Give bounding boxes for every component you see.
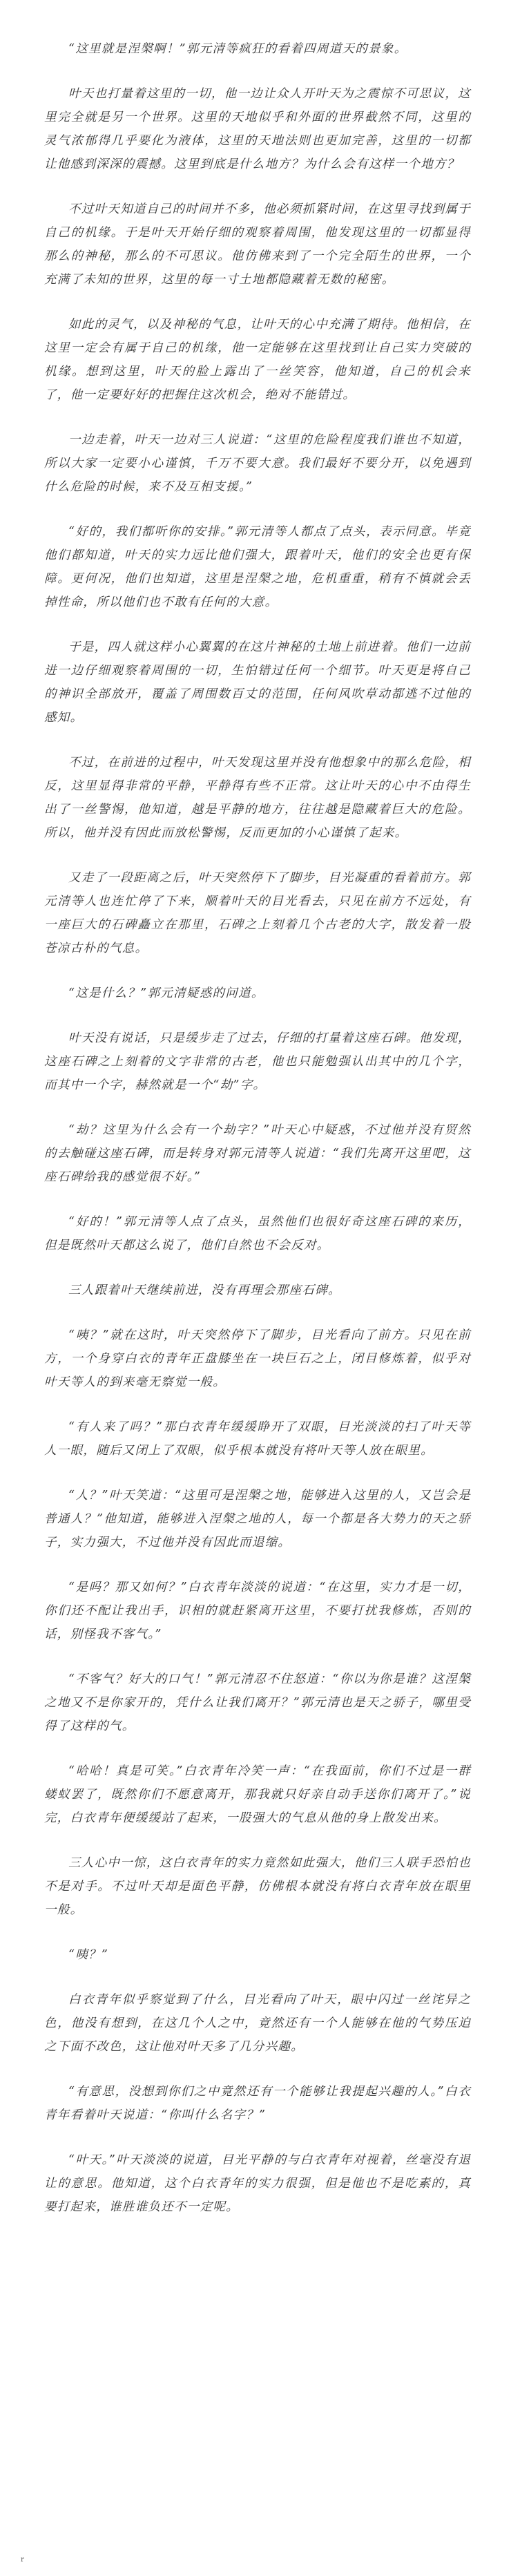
paragraph: 一边走着，叶天一边对三人说道：“这里的危险程度我们谁也不知道，所以大家一定要小心谨慎，千万不要大意。我们最好不要分开，以免遇到什么危险的时候，来不及互相支援。” [44, 433, 471, 494]
paragraph: 叶天也打量着这里的一切，他一边让众人开叶天为之震惊不可思议，这里完全就是另一个世界。这里的天地似乎和外面的世界截然不同，这里的灵气浓郁得几乎要化为液体，这里的天地法则也更加完善，这里的一切都让他感到深深的震撼。这里到底是什么地方？为什么会有这样一个地方？ [44, 87, 471, 171]
paragraph: “这里就是涅槃啊！”郭元清等疯狂的看着四周道天的景象。 [68, 42, 407, 56]
paragraph: 叶天没有说话，只是缓步走了过去，仔细的打量着这座石碑。他发现，这座石碑之上刻着的文字非常的古老，他也只能勉强认出其中的几个字，而其中一个字，赫然就是一个“劫”字。 [44, 1031, 471, 1092]
paragraph: “有意思，没想到你们之中竟然还有一个能够让我提起兴趣的人。”白衣青年看着叶天说道：“你叫什么名字？” [44, 2085, 471, 2122]
paragraph: 三人心中一惊，这白衣青年的实力竟然如此强大，他们三人联手恐怕也不是对手。不过叶天却是面色平静，仿佛根本就没有将白衣青年放在眼里一般。 [44, 1856, 471, 1917]
paragraph: 如此的灵气，以及神秘的气息，让叶天的心中充满了期待。他相信，在这里一定会有属于自己的机缘，他一定能够在这里找到让自己实力突破的机缘。想到这里，叶天的脸上露出了一丝笑容，他知道，自己的机会来了，他一定要好好的把握住这次机会，绝对不能错过。 [44, 318, 471, 402]
paragraph: “不客气？好大的口气！”郭元清忍不住怒道：“你以为你是谁？这涅槃之地又不是你家开的，凭什么让我们离开？”郭元清也是天之骄子，哪里受得了这样的气。 [44, 1672, 471, 1733]
paragraph: “有人来了吗？”那白衣青年缓缓睁开了双眼，目光淡淡的扫了叶天等人一眼，随后又闭上了双眼，似乎根本就没有将叶天等人放在眼里。 [44, 1420, 471, 1458]
paragraph: 于是，四人就这样小心翼翼的在这片神秘的土地上前进着。他们一边前进一边仔细观察着周围的一切，生怕错过任何一个细节。叶天更是将自己的神识全部放开，覆盖了周围数百丈的范围，任何风吹草动都逃不过他的感知。 [44, 640, 471, 725]
body-text [44, 37, 471, 2219]
paragraph: “是吗？那又如何？”白衣青年淡淡的说道：“在这里，实力才是一切，你们还不配让我出手，识相的就赶紧离开这里，不要打扰我修炼，否则的话，别怪我不客气。” [44, 1581, 471, 1641]
corner-mark: r [21, 2556, 24, 2564]
paragraph: “哈哈！真是可笑。”白衣青年冷笑一声：“在我面前，你们不过是一群蝼蚁罢了，既然你们不愿意离开，那我就只好亲自动手送你们离开了。”说完，白衣青年便缓缓站了起来，一股强大的气息从他的身上散发出来。 [44, 1764, 471, 1825]
paragraph: “好的！”郭元清等人点了点头，虽然他们也很好奇这座石碑的来历，但是既然叶天都这么说了，他们自然也不会反对。 [44, 1215, 471, 1252]
paragraph: 不过，在前进的过程中，叶天发现这里并没有他想象中的那么危险，相反，这里显得非常的平静，平静得有些不正常。这让叶天的心中不由得生出了一丝警惕，他知道，越是平静的地方，往往越是隐藏着巨大的危险。所以，他并没有因此而放松警惕，反而更加的小心谨慎了起来。 [44, 756, 471, 840]
paragraph: 不过叶天知道自己的时间并不多，他必须抓紧时间，在这里寻找到属于自己的机缘。于是叶天开始仔细的观察着周围，他发现这里的一切都显得那么的神秘，那么的不可思议。他仿佛来到了一个完全陌生的世界，一个充满了未知的世界，这里的每一寸土地都隐藏着无数的秘密。 [44, 202, 471, 287]
paragraph: “咦？”就在这时，叶天突然停下了脚步，目光看向了前方。只见在前方，一个身穿白衣的青年正盘膝坐在一块巨石之上，闭目修炼着，似乎对叶天等人的到来毫无察觉一般。 [44, 1328, 471, 1389]
paragraph: “咦？” [68, 1948, 109, 1962]
paragraph: “这是什么？”郭元清疑惑的问道。 [68, 986, 264, 1000]
paragraph: 白衣青年似乎察觉到了什么，目光看向了叶天，眼中闪过一丝诧异之色，他没有想到，在这几个人之中，竟然还有一个人能够在他的气势压迫之下面不改色，这让他对叶天多了几分兴趣。 [44, 1993, 471, 2054]
paragraph: 三人跟着叶天继续前进，没有再理会那座石碑。 [68, 1284, 341, 1297]
paragraph: “人？”叶天笑道：“这里可是涅槃之地，能够进入这里的人，又岂会是普通人？”他知道，能够进入涅槃之地的人，每一个都是各大势力的天之骄子，实力强大，不过他并没有因此而退缩。 [44, 1489, 471, 1549]
paragraph: 又走了一段距离之后，叶天突然停下了脚步，目光凝重的看着前方。郭元清等人也连忙停了下来，顺着叶天的目光看去，只见在前方不远处，有一座巨大的石碑矗立在那里，石碑之上刻着几个古老的大字，散发着一股苍凉古朴的气息。 [44, 871, 471, 955]
paragraph: “好的，我们都听你的安排。”郭元清等人都点了点头，表示同意。毕竟他们都知道，叶天的实力远比他们强大，跟着叶天，他们的安全也更有保障。更何况，他们也知道，这里是涅槃之地，危机重重，稍有不慎就会丢掉性命，所以他们也不敢有任何的大意。 [44, 525, 471, 609]
paragraph: “劫？这里为什么会有一个劫字？”叶天心中疑惑，不过他并没有贸然的去触碰这座石碑，而是转身对郭元清等人说道：“我们先离开这里吧，这座石碑给我的感觉很不好。” [44, 1123, 471, 1184]
paragraph: “叶天。”叶天淡淡的说道，目光平静的与白衣青年对视着，丝毫没有退让的意思。他知道，这个白衣青年的实力很强，但是他也不是吃素的，真要打起来，谁胜谁负还不一定呢。 [44, 2153, 471, 2214]
